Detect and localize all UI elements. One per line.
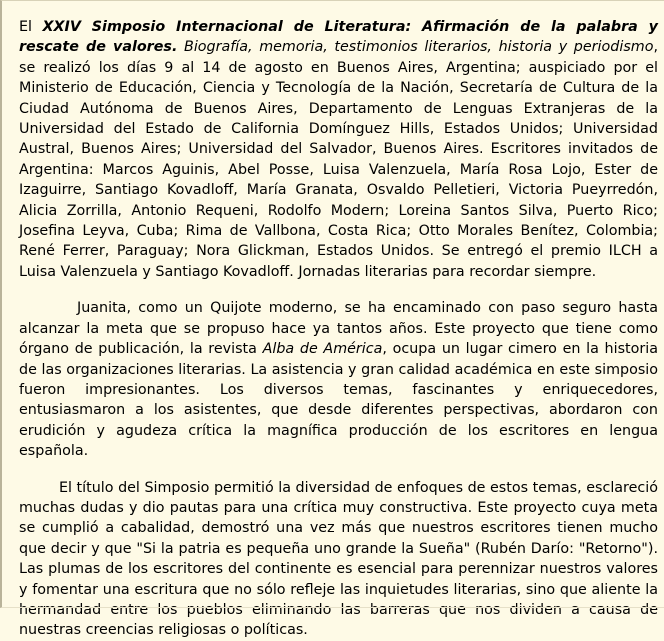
paragraph-1-intro: El [19,19,43,35]
paragraph-2-before: Juanita, como un Quijote moderno, se ha encaminado con paso seguro hasta alcanzar la meta que se propuso hace ya tantos años. Este proyecto que tiene como órgano de publicación, la revista [19,300,658,358]
symposium-subtitle: Biografía, memoria, testimonios literarios, historia y periodismo [177,39,654,56]
paragraph-1-body: , se realizó los días 9 al 14 de agosto en Buenos Aires, Argentina; auspiciado por el Ministerio de Educación, Ciencia y Tecnología de la Nación, Secretaría de Cultura de la Ciudad Autónoma de Buenos Aires, Departamento de Lenguas Extranjeras de la Universidad del Estado de California Domínguez Hills, Estados Unidos; Universidad Austral, Buenos Aires; Universidad del Salvador, Buenos Aires. Escritores invitados de Argentina: Marcos Aguinis, Abel Posse, Luisa Valenzuela, María Rosa Lojo, Ester de Izaguirre, Santiago Kovadloff, María Granata, Osvaldo Pelletieri, Victoria Pueyrredón, Alicia Zorrilla, Antonio Requeni, Rodolfo Modern; Loreina Santos Silva, Puerto Rico; Josefina Leyva, Cuba; Rima de Vallbona, Costa Rica; Otto Morales Benítez, Colombia; René Ferrer, Paraguay; Nora Glickman, Estados Unidos. Se entregó el premio ILCH a Luisa Valenzuela y Santiago Kovadloff. Jornadas literarias para recordar siempre. [19,39,658,280]
paragraph-3-text: El título del Simposio permitió la diversidad de enfoques de estos temas, esclareció muchas dudas y dio pautas para una crítica muy constructiva. Este proyecto cuya meta se cumplió a cabalidad, demostró una vez más que nuestros escritores tienen mucho que decir y que "Si la patria es pequeña uno grande la Sueña" (Rubén Darío: "Retorno"). Las plumas de los escritores del continente es esencial para perennizar nuestros valores y fomentar una escritura que no sólo refleje las inquietudes literarias, sino que aliente la hermandad entre los pueblos eliminando las barreras que nos dividen a causa de nuestras creencias religiosas o políticas. [19,479,658,639]
symposium-title: XXIV Simposio Internacional de Literatura: Afirmación de la palabra y rescate de valores. [19,19,658,56]
paragraph-2-after: , ocupa un lugar cimero en la historia de las organizaciones literarias. La asistencia y gran calidad académica en este simposio fueron impresionantes. Los diversos temas, fascinantes y enriquecedores, entusiasmaron a los asistentes, que desde diferentes perspectivas, abordaron con erudición y agudeza crítica la magnífica producción de los escritores en lengua española. [19,341,658,460]
paragraph-1 [19,17,658,282]
paragraph-2 [19,298,658,461]
paragraph-3 [19,478,658,641]
journal-name: Alba de América [262,341,383,358]
